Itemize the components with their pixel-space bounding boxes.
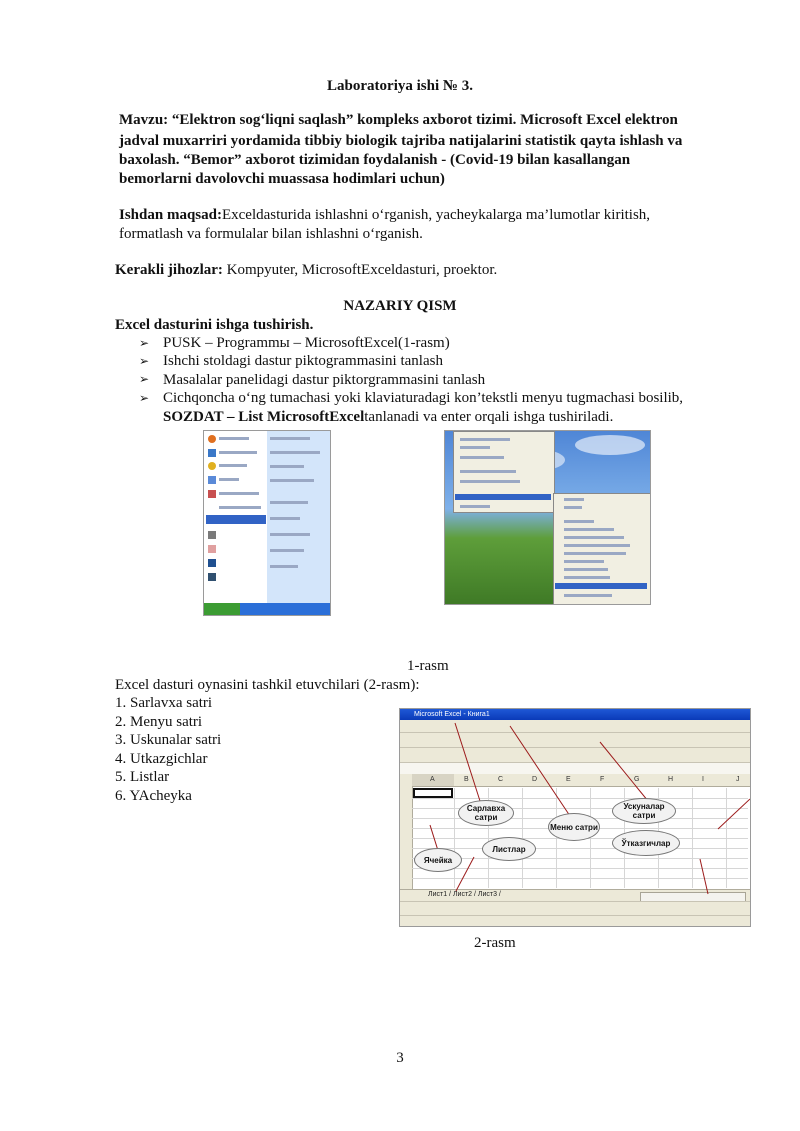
bullet-item: PUSK – Programmы – MicrosoftExcel(1-rasm): [163, 335, 450, 351]
page-number: 3: [396, 1050, 404, 1066]
callout-line: [718, 799, 750, 829]
submenu: [553, 493, 651, 605]
menu-text-stub: [564, 594, 612, 597]
menu-text-stub: [564, 498, 584, 501]
cloud-shape: [575, 435, 645, 455]
menu-text-stub: [460, 470, 516, 473]
app-icon: [208, 573, 216, 581]
components-item: 6. YAcheyka: [115, 788, 192, 804]
equipment-line: [115, 261, 497, 279]
excel-title-bar: Microsoft Excel - Книга1: [400, 709, 750, 720]
app-icon: [208, 545, 216, 553]
menu-text-stub: [564, 552, 626, 555]
callout-line: [455, 723, 480, 801]
menu-text-stub: [219, 451, 257, 454]
column-letter: A: [430, 776, 435, 783]
equipment-text: Kompyuter, MicrosoftExceldasturi, proektor.: [222, 262, 498, 278]
menu-text-stub: [460, 446, 490, 449]
context-menu: [453, 431, 555, 513]
bullet-item-continuation: [163, 408, 613, 426]
menu-text-stub: [219, 464, 247, 467]
goal-label: Ishdan maqsad:: [119, 207, 222, 223]
theory-subheading: Excel dasturini ishga tushirish.: [115, 317, 314, 333]
callout-title-bar: Сарлавха сатри: [458, 800, 514, 826]
sheet-tabs[interactable]: Лист1 / Лист2 / Лист3 /: [428, 891, 501, 898]
figure-1-caption: 1-rasm: [407, 658, 449, 674]
components-item: 2. Menyu satri: [115, 714, 203, 730]
callout-line: [600, 742, 648, 801]
column-letter: H: [668, 776, 674, 783]
app-icon: [208, 476, 216, 484]
bullet-arrow-icon: ➢: [139, 372, 150, 386]
menu-text-stub: [564, 560, 604, 563]
theory-heading: NAZARIY QISM: [343, 298, 457, 314]
menu-text-stub: [270, 501, 308, 504]
menu-text-stub: [564, 520, 594, 523]
menu-text-stub: [564, 544, 630, 547]
bullet4-rest: tanlanadi va enter orqali ishga tushiriladi.: [364, 409, 614, 425]
selected-menu-item: [455, 494, 551, 500]
components-item: 3. Uskunalar satri: [115, 732, 222, 748]
column-letter: F: [600, 776, 605, 783]
column-letter: B: [464, 776, 469, 783]
goal-line-2: formatlash va formulalar bilan ishlashni o‘rganish.: [119, 226, 423, 242]
callout-menu: Меню сатри: [548, 813, 600, 841]
desktop-context-menu-screenshot: [444, 430, 651, 605]
app-icon: [208, 449, 216, 457]
topic-line-3: baxolash. “Bemor” axborot tizimidan foydalanish - (Covid-19 bilan kasallangan: [119, 152, 631, 168]
components-item: 4. Utkazgichlar: [115, 751, 208, 767]
app-icon: [208, 531, 216, 539]
bullet4-bold: SOZDAT – List MicrosoftExcel: [163, 409, 365, 425]
menu-text-stub: [270, 465, 304, 468]
menu-text-stub: [460, 505, 490, 508]
menu-text-stub: [270, 533, 310, 536]
menu-text-stub: [219, 506, 261, 509]
callout-line: [510, 726, 572, 819]
selected-menu-item: [555, 583, 647, 589]
menu-text-stub: [270, 565, 298, 568]
components-item: 5. Listlar: [115, 769, 170, 785]
menu-text-stub: [270, 437, 310, 440]
column-letter: G: [634, 776, 640, 783]
callout-line: [700, 859, 708, 894]
lab-title: Laboratoriya ishi № 3.: [327, 78, 473, 94]
column-letter: I: [702, 776, 704, 783]
callout-sheets: Листлар: [482, 837, 536, 861]
column-letter: D: [532, 776, 538, 783]
components-item: 1. Sarlavxa satri: [115, 695, 213, 711]
menu-text-stub: [460, 480, 520, 483]
menu-text-stub: [219, 492, 259, 495]
menu-text-stub: [564, 506, 582, 509]
menu-text-stub: [564, 528, 614, 531]
topic-line-2: jadval muxarriri yordamida tibbiy biologik tajriba natijalarini statistik qayta ishlash va: [119, 133, 683, 149]
goal-line-1: [119, 206, 650, 224]
callout-cell: Ячейка: [414, 848, 462, 872]
menu-text-stub: [460, 456, 504, 459]
bullet-arrow-icon: ➢: [139, 354, 150, 368]
selected-menu-item: [206, 515, 266, 524]
figure-2-caption: 2-rasm: [474, 935, 516, 951]
menu-text-stub: [564, 568, 608, 571]
topic-line-1: Mavzu: “Elektron sog‘liqni saqlash” kompleks axborot tizimi. Microsoft Excel elektron: [119, 112, 678, 128]
app-icon: [208, 490, 216, 498]
start-menu-screenshot: [203, 430, 331, 616]
start-button: [204, 603, 240, 616]
menu-text-stub: [564, 536, 624, 539]
menu-text-stub: [270, 479, 314, 482]
excel-window-screenshot: [399, 708, 751, 927]
menu-text-stub: [219, 478, 239, 481]
bullet-arrow-icon: ➢: [139, 336, 150, 350]
equipment-label: Kerakli jihozlar:: [115, 262, 223, 278]
menu-text-stub: [460, 438, 510, 441]
menu-text-stub: [270, 451, 320, 454]
goal-text-1: Exceldasturida ishlashni o‘rganish, yacheykalarga ma’lumotlar kiritish,: [221, 207, 651, 223]
column-letter: E: [566, 776, 571, 783]
app-icon: [208, 559, 216, 567]
menu-text-stub: [564, 576, 610, 579]
bullet-item: Ishchi stoldagi dastur piktogrammasini tanlash: [163, 353, 443, 369]
callout-toolbar: Ускуналар сатри: [612, 798, 676, 824]
topic-line-4: bemorlarni davolovchi muassasa hodimlari uchun): [119, 171, 445, 187]
bullet-arrow-icon: ➢: [139, 391, 150, 405]
bullet-item: Cichqoncha o‘ng tumachasi yoki klaviaturadagi kon’tekstli menyu tugmachasi bosilib,: [163, 390, 684, 406]
menu-text-stub: [270, 549, 304, 552]
bullet-item: Masalalar panelidagi dastur piktorgrammasini tanlash: [163, 372, 486, 388]
menu-text-stub: [270, 517, 300, 520]
app-icon: [208, 462, 216, 470]
column-letter: C: [498, 776, 504, 783]
components-intro: Excel dasturi oynasini tashkil etuvchilari (2-rasm):: [115, 677, 420, 693]
app-icon: [208, 435, 216, 443]
menu-text-stub: [219, 437, 249, 440]
column-letter: J: [736, 776, 740, 783]
callout-scrollbars: Ўтказгичлар: [612, 830, 680, 856]
